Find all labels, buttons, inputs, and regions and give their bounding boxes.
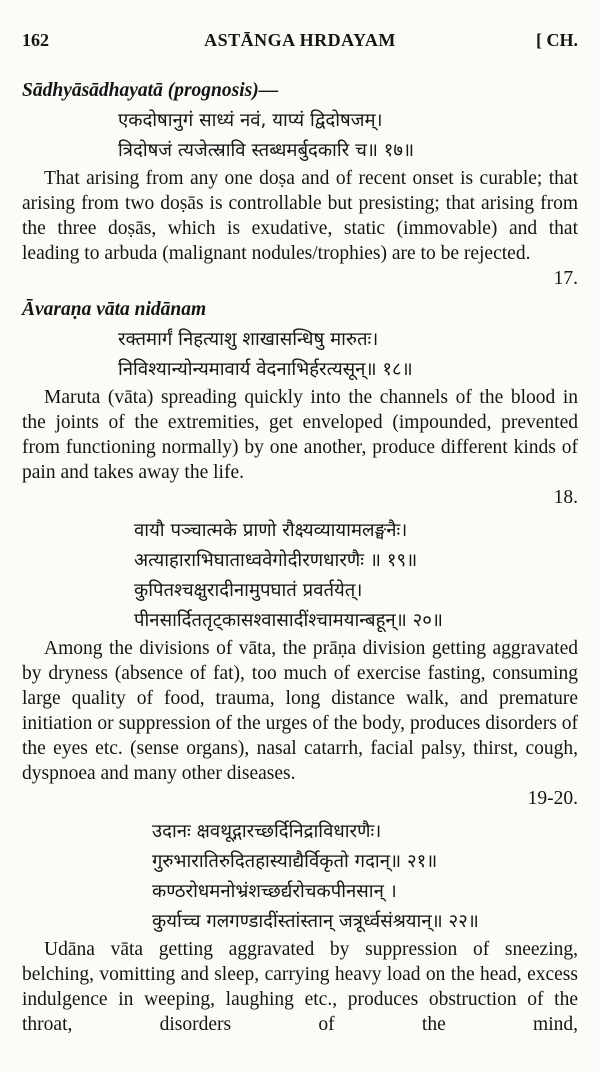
sanskrit-verse: गुरुभारातिरुदितहास्याद्यैर्विकृतो गदान्॥ २१॥ <box>152 851 438 872</box>
page-number: 162 <box>22 30 49 50</box>
chapter-mark: [ CH. <box>536 30 578 50</box>
page-body <box>22 78 578 1062</box>
verse-ref-row <box>22 266 578 291</box>
verse-reference: 17. <box>553 268 578 289</box>
verse-reference: 19-20. <box>527 788 578 809</box>
sanskrit-verse: अत्याहाराभिघाताध्ववेगोदीरणधारणैः ॥ १९॥ <box>134 550 418 571</box>
section-heading-prognosis: Sādhyāsādhayatā (prognosis)— <box>22 80 279 101</box>
verse-ref-row <box>22 786 578 811</box>
translation-text: Maruta (vāta) spreading quickly into the channels of the blood in the joints of the extremities, get enveloped (impounded, prevented from functioning normally) by one another, produce different kinds of pain and takes away the life. <box>22 387 578 483</box>
translation-text: That arising from any one doṣa and of recent onset is curable; that arising from two doṣās is controllable but presisting; that arising from the three doṣās, which is exudative, static (immovable) and that leading to arbuda (malignant nodules/trophies) are to be rejected. <box>22 168 578 264</box>
verse-reference: 18. <box>553 487 578 508</box>
translation-text: Among the divisions of vāta, the prāṇa division getting aggravated by dryness (absence of fat), too much of exercise fasting, consuming large quality of food, trauma, long distance walk, and premature initiation or suppression of the urges of the body, produces disorders of the eyes etc. (sense organs), nasal catarrh, facial palsy, thirst, cough, dyspnoea and many other diseases. <box>22 638 578 784</box>
running-title: ASTĀNGA HRDAYAM <box>204 30 396 50</box>
sanskrit-verse: पीनसार्दिततृट्कासश्वासादींश्चामयान्बहून्॥ २०॥ <box>134 610 443 631</box>
translation-paragraph <box>22 937 578 1062</box>
sanskrit-verse: कण्ठरोधमनोभ्रंशच्छर्द्यरोचकपीनसान् । <box>152 881 397 902</box>
translation-paragraph <box>22 166 578 266</box>
sanskrit-verse: रक्तमार्गं निहत्याशु शाखासन्धिषु मारुतः। <box>118 329 379 350</box>
sanskrit-verse: एकदोषानुगं साध्यं नवं, याप्यं द्विदोषजम्। <box>118 110 383 131</box>
sanskrit-verse: त्रिदोषजं त्यजेत्स्रावि स्तब्धमर्बुदकारि च॥ १७॥ <box>118 140 415 161</box>
page-header <box>22 30 578 54</box>
sanskrit-verse: निविश्यान्योन्यमावार्य वेदनाभिर्हरत्यसून्॥ १८॥ <box>118 359 413 380</box>
sanskrit-verse: कुपितश्चक्षुरादीनामुपघातं प्रवर्तयेत्। <box>134 580 363 601</box>
translation-text: Udāna vāta getting aggravated by suppression of sneezing, belching, vomitting and sleep, carrying heavy load on the head, excess indulgence in weeping, laughing etc., produces obstruction of the throat, disorders of the mind, <box>22 939 578 1035</box>
translation-paragraph <box>22 385 578 485</box>
verse-ref-row <box>22 485 578 510</box>
section-heading-avarana: Āvaraṇa vāta nidānam <box>22 299 207 320</box>
sanskrit-verse: वायौ पञ्चात्मके प्राणो रौक्ष्यव्यायामलङ्घनैः। <box>134 520 408 541</box>
sanskrit-verse: कुर्याच्च गलगण्डादींस्तांस्तान् जत्रूर्ध्वसंश्रयान्॥ २२॥ <box>152 911 479 932</box>
sanskrit-verse: उदानः क्षवथूद्गारच्छर्दिनिद्राविधारणैः। <box>152 821 382 842</box>
translation-paragraph <box>22 636 578 786</box>
